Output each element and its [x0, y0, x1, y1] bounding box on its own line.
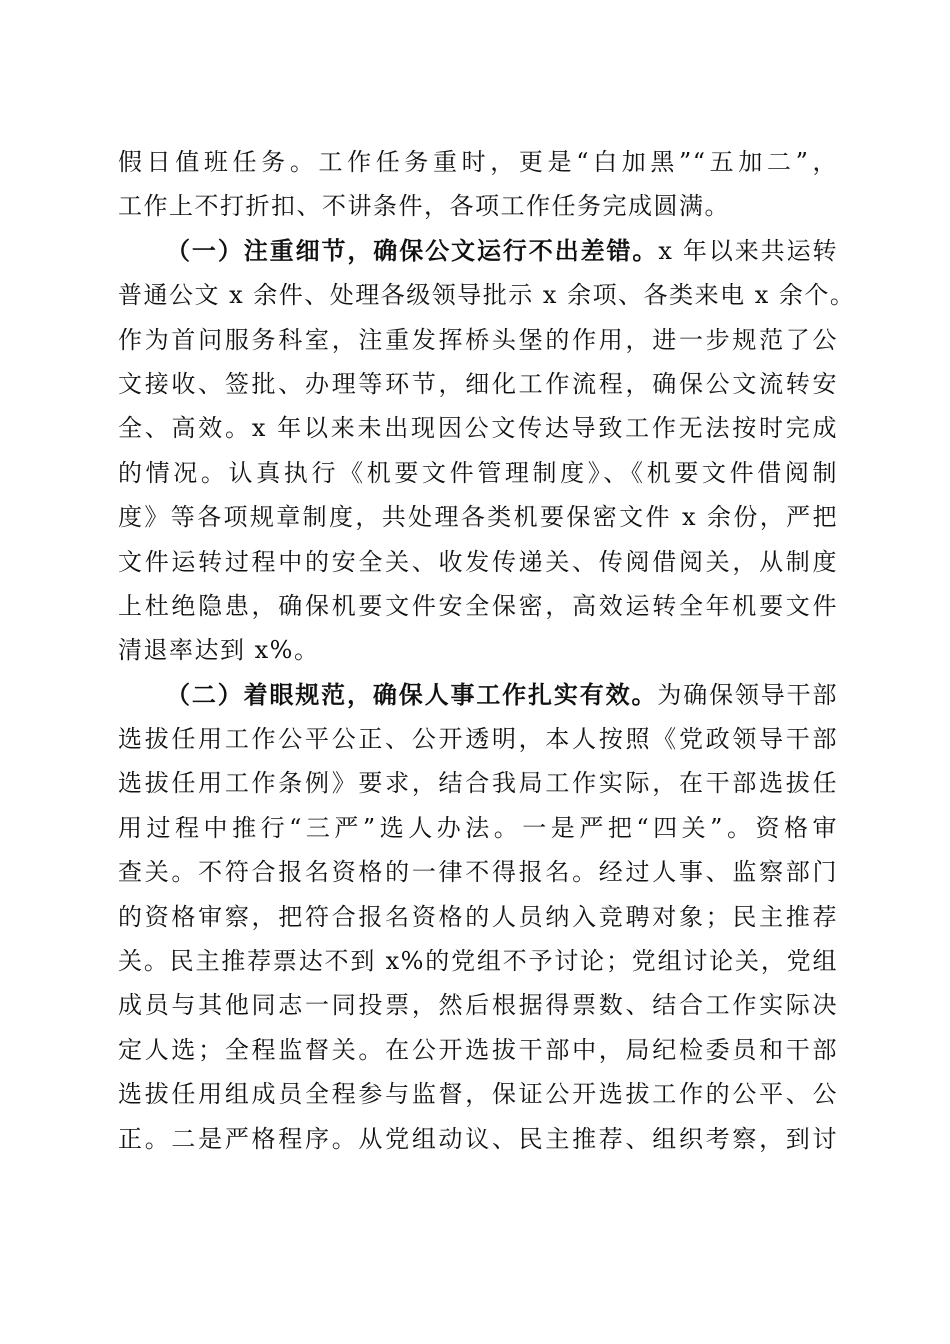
section-heading-line: [118, 229, 838, 273]
text-line: 正。二是严格程序。从党组动议、民主推荐、组织考察，到讨: [118, 1124, 838, 1153]
text-line: 定人选；全程监督关。在公开选拔干部中，局纪检委员和干部: [118, 1035, 838, 1064]
text-line: 关。民主推荐票达不到 x%的党组不予讨论；党组讨论关，党组: [118, 947, 838, 976]
text-line: 普通公文 x 余件、处理各级领导批示 x 余项、各类来电 x 余个。: [118, 281, 856, 310]
section-heading-line: [118, 673, 838, 717]
text-line: 成员与其他同志一同投票，然后根据得票数、结合工作实际决: [118, 991, 838, 1020]
text-run: x 年以来共运转: [658, 236, 839, 265]
text-line: 选拔任用工作公平公正、公开透明，本人按照《党政领导干部: [118, 725, 838, 754]
text-run: 为确保领导干部: [657, 680, 839, 709]
text-line: 文件运转过程中的安全关、收发传递关、传阅借阅关，从制度: [118, 547, 838, 576]
text-line: 文接收、签批、办理等环节，细化工作流程，确保公文流转安: [118, 369, 838, 398]
text-line: 的情况。认真执行《机要文件管理制度》、《机要文件借阅制: [118, 458, 838, 487]
text-line: 假日值班任务。工作任务重时，更是“白加黑”“五加二”，: [118, 148, 838, 176]
text-line: 上杜绝隐患，确保机要文件安全保密，高效运转全年机要文件: [118, 591, 838, 620]
text-line: 作为首问服务科室，注重发挥桥头堡的作用，进一步规范了公: [118, 325, 838, 354]
text-line: 的资格审察，把符合报名资格的人员纳入竞聘对象；民主推荐: [118, 902, 838, 931]
text-line: 工作上不打折扣、不讲条件，各项工作任务完成圆满。: [118, 192, 730, 221]
text-line: 全、高效。x 年以来未出现因公文传达导致工作无法按时完成: [118, 414, 838, 443]
text-line: 查关。不符合报名资格的一律不得报名。经过人事、监察部门: [118, 858, 838, 887]
text-line: 选拔任用组成员全程参与监督，保证公开选拔工作的公平、公: [118, 1080, 838, 1109]
text-line: 选拔任用工作条例》要求，结合我局工作实际，在干部选拔任: [118, 769, 838, 798]
document-body: [118, 140, 856, 1161]
text-line: 度》等各项规章制度，共处理各类机要保密文件 x 余份，严把: [118, 503, 838, 532]
text-line: 清退率达到 x%。: [118, 636, 320, 665]
text-line: 用过程中推行“三严”选人办法。一是严把“四关”。资格审: [118, 813, 838, 842]
section-heading-2: （二）着眼规范，确保人事工作扎实有效。: [166, 679, 658, 709]
section-heading-1: （一）注重细节，确保公文运行不出差错。: [166, 235, 659, 265]
